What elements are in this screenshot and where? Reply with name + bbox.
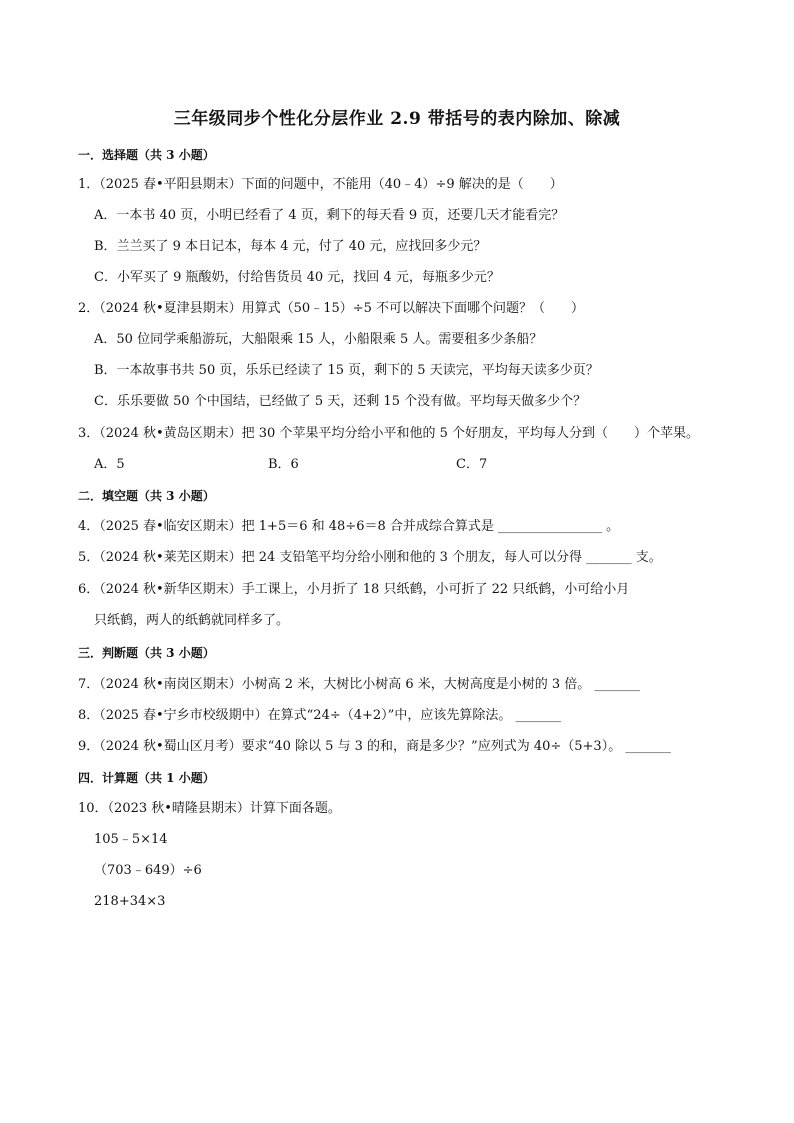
section-heading-fill: 二．填空题（共 3 小题） [78,489,215,503]
page-title: 三年级同步个性化分层作业 2.9 带括号的表内除加、除减 [173,109,621,129]
question-10-item-2: （703﹣649）÷6 [94,863,202,878]
section-heading-choice: 一．选择题（共 3 小题） [78,148,215,162]
question-9: 9．（2024 秋•蜀山区月考）要求“40 除以 5 与 3 的和，商是多少？”应列式为 40÷（5+3）。 _______ [78,739,671,754]
question-3-stem: 3．（2024 秋•黄岛区期末）把 30 个苹果平均分给小平和他的 5 个好朋友，平均每人分到（ ）个苹果。 [78,426,699,441]
question-5: 5．（2024 秋•莱芜区期末）把 24 支铅笔平均分给小刚和他的 3 个朋友，每人可以分得 _______ 支。 [78,550,662,565]
question-10-item-1: 105﹣5×14 [94,832,168,847]
question-8: 8．（2025 春•宁乡市校级期中）在算式“24÷（4+2）”中，应该先算除法。 _______ [78,708,561,723]
question-10-item-3: 218+34×3 [94,894,166,909]
section-heading-judge: 三．判断题（共 3 小题） [78,646,215,660]
question-2-stem: 2．（2024 秋•夏津县期末）用算式（50﹣15）÷5 不可以解决下面哪个问题？（ ） [78,301,585,316]
question-1-option-c: C．小军买了 9 瓶酸奶，付给售货员 40 元，找回 4 元，每瓶多少元？ [94,270,500,285]
question-3-option-a: A．5 [94,457,125,472]
question-2-option-c: C．乐乐要做 50 个中国结，已经做了 5 天，还剩 15 个没有做。平均每天做多少个？ [94,394,587,409]
question-6-line-1: 6．（2024 秋•新华区期末）手工课上，小月折了 18 只纸鹤，小可折了 22 只纸鹤，小可给小月 [78,582,630,597]
question-1-stem: 1．（2025 春•平阳县期末）下面的问题中，不能用（40﹣4）÷9 解决的是（ ） [78,177,563,192]
question-2-option-b: B．一本故事书共 50 页，乐乐已经读了 15 页，剩下的 5 天读完，平均每天读多少页？ [94,363,599,378]
question-7: 7．（2024 秋•南岗区期末）小树高 2 米，大树比小树高 6 米，大树高度是小树的 3 倍。 _______ [78,677,640,692]
question-1-option-b: B．兰兰买了 9 本日记本，每本 4 元，付了 40 元，应找回多少元？ [94,239,487,254]
question-4: 4．（2025 春•临安区期末）把 1+5＝6 和 48÷6＝8 合并成综合算式是 ________________ 。 [78,519,620,534]
question-10-stem: 10．（2023 秋•晴隆县期末）计算下面各题。 [78,801,341,816]
question-6-line-2: 只纸鹤，两人的纸鹤就同样多了。 [94,613,290,628]
question-3-option-b: B．6 [268,457,299,472]
question-3-option-c: C．7 [456,457,488,472]
question-1-option-a: A．一本书 40 页，小明已经看了 4 页，剩下的每天看 9 页，还要几天才能看完？ [94,208,565,223]
question-2-option-a: A．50 位同学乘船游玩，大船限乘 15 人，小船限乘 5 人。需要租多少条船？ [94,332,543,347]
section-heading-calc: 四．计算题（共 1 小题） [78,771,215,785]
